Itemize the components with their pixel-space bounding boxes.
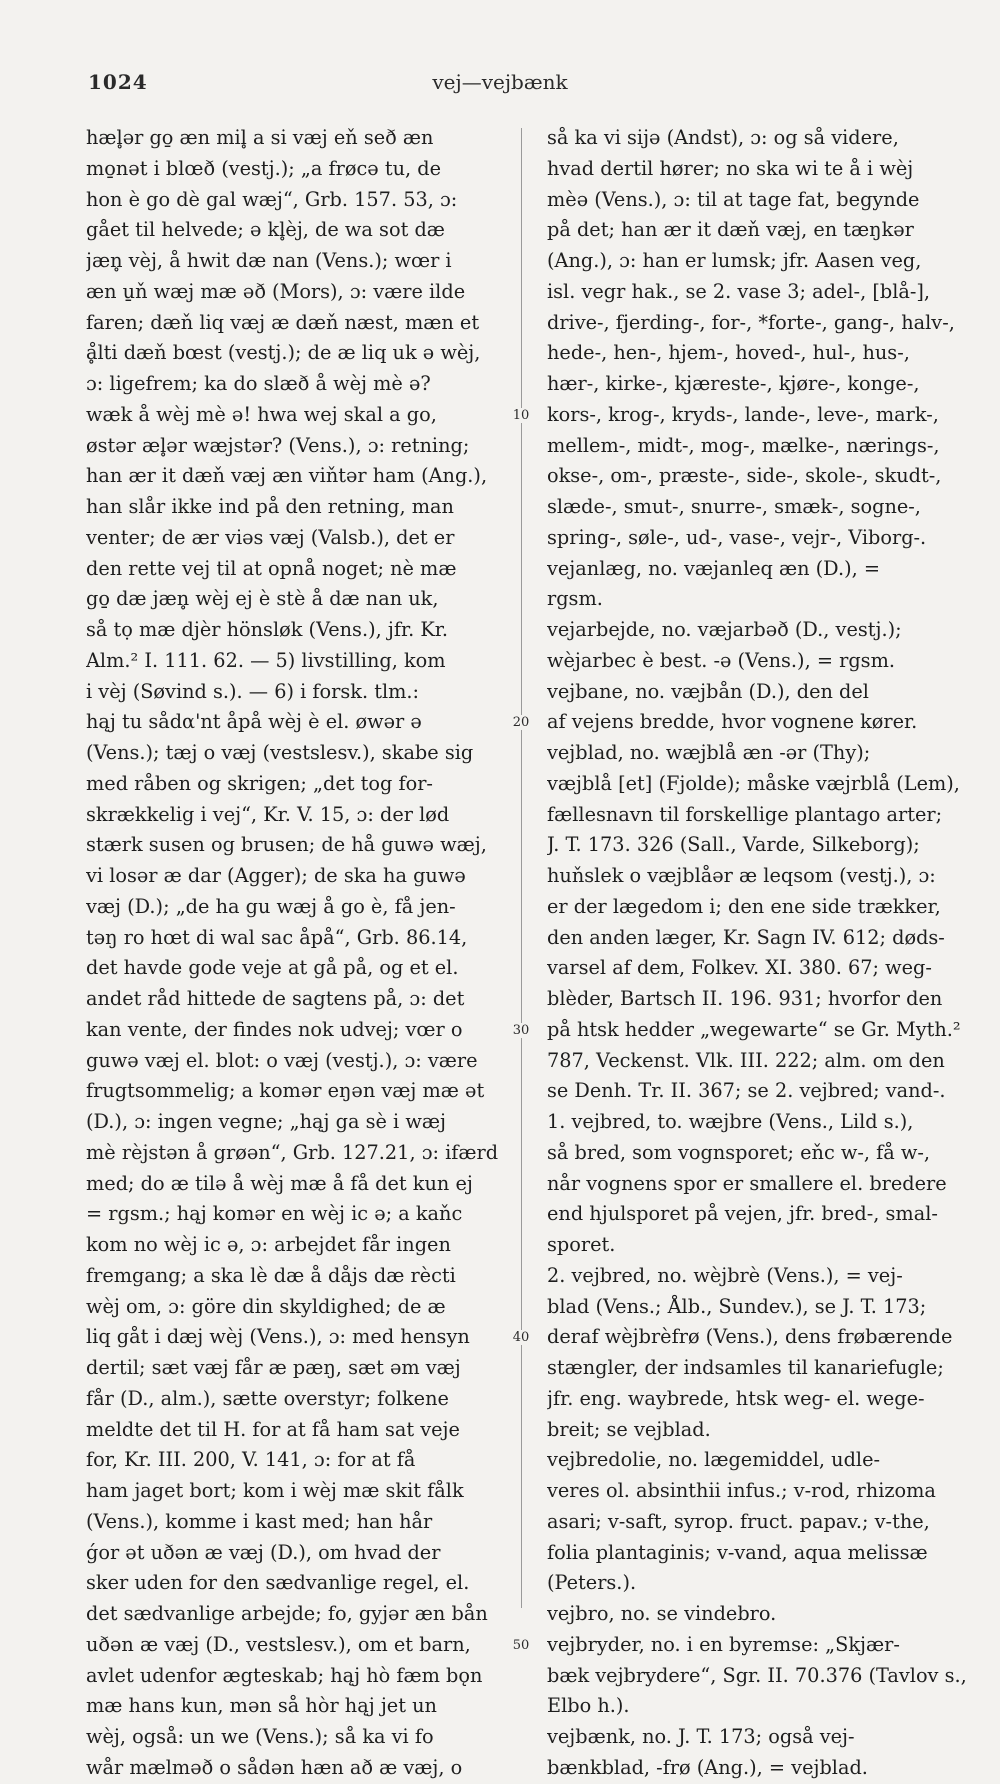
- text-line: ǵor ət uðən æ væj (D.), om hvad der: [86, 1540, 441, 1564]
- text-line: mæ hans kun, mən så hòr hąj jet un: [86, 1694, 437, 1718]
- text-line: = rgsm.; hąj komər en wèj ic ə; a kaňc: [86, 1202, 463, 1226]
- text-line: avlet udenfor ægteskab; hąj hò fæm bǫn: [86, 1663, 483, 1687]
- text-line: venter; de ær viəs væj (Valsb.), det er: [86, 525, 455, 549]
- right-column: [547, 123, 972, 1784]
- text-line: ɔ: ligefrem; ka do slæð å wèj mè ə?: [86, 372, 431, 395]
- text-line: mo̱nət i blœð (vestj.); „a frøcə tu, de: [86, 156, 442, 180]
- text-line: 2. vejbred, no. wèjbrè (Vens.), = vej-: [547, 1263, 903, 1287]
- text-line: breit; se vejblad.: [547, 1417, 711, 1441]
- text-line: (Vens.); tæj o væj (vestslesv.), skabe sig: [86, 741, 474, 764]
- text-line: stærk susen og brusen; de hå guwə wæj,: [86, 833, 487, 857]
- text-line: skrækkelig i vej“, Kr. V. 15, ɔ: der lød: [86, 802, 450, 826]
- left-column: [86, 123, 512, 1784]
- text-line: jæn̥ vèj, å hwit dæ nan (Vens.); wœr i: [86, 249, 452, 272]
- text-line: den rette vej til at opnå noget; nè mæ: [86, 556, 457, 580]
- text-line: Alm.² I. 111. 62. — 5) livstilling, kom: [86, 648, 446, 672]
- text-line: får (D., alm.), sætte overstyr; folkene: [86, 1386, 449, 1410]
- text-line: wèj, også: un we (Vens.); så ka vi fo: [86, 1725, 434, 1748]
- text-line: (D.), ɔ: ingen vegne; „hąj ga sè i wæj: [86, 1110, 446, 1133]
- text-line: wår mælməð o sådən hæn að æ væj, o: [86, 1755, 463, 1779]
- text-line: wèj om, ɔ: göre din skyldighed; de æ: [86, 1294, 446, 1318]
- text-line: det havde gode veje at gå på, og et el.: [86, 956, 459, 980]
- text-line: uðən æ væj (D., vestslesv.), om et barn,: [86, 1632, 471, 1656]
- text-line: wèjarbec è best. -ə (Vens.), = rgsm.: [547, 648, 895, 672]
- text-line: han slår ikke ind på den retning, man: [86, 495, 454, 518]
- text-line: spring-, søle-, ud-, vase-, vejr-, Viborg-.: [547, 525, 927, 549]
- text-line: vejbro, no. se vindebro.: [547, 1602, 777, 1625]
- text-line: liq gåt i dæj wèj (Vens.), ɔ: med hensyn: [86, 1325, 470, 1349]
- text-line: varsel af dem, Folkev. XI. 380. 67; weg-: [547, 956, 932, 980]
- text-line: når vognens spor er smallere el. bredere: [547, 1171, 947, 1195]
- text-line: drive-, fjerding-, for-, *forte-, gang-, halv-,: [547, 310, 955, 334]
- text-line: hon è go dè gal wæj“, Grb. 157. 53, ɔ:: [86, 187, 458, 211]
- text-line: fællesnavn til forskellige plantago arter;: [547, 802, 943, 826]
- text-line: den anden læger, Kr. Sagn IV. 612; døds-: [547, 925, 945, 949]
- text-line: med råben og skrigen; „det tog for-: [86, 771, 433, 795]
- text-line: huňslek o væjblåər æ leqsom (vestj.), ɔ:: [547, 864, 936, 887]
- text-line: wæk å wèj mè ə! hwa wej skal a go,: [86, 402, 437, 426]
- text-line: frugtsommelig; a komər eŋən væj mæ ət: [86, 1079, 485, 1103]
- text-line: vi losər æ dar (Agger); de ska ha guwə: [86, 864, 466, 887]
- page-header: [0, 70, 1000, 100]
- text-line: (Ang.), ɔ: han er lumsk; jfr. Aasen veg,: [547, 249, 922, 272]
- text-line: rgsm.: [547, 587, 603, 611]
- text-line: det sædvanlige arbejde; fo, gyjər æn bån: [86, 1602, 488, 1625]
- text-line: blèder, Bartsch II. 196. 931; hvorfor den: [547, 987, 943, 1010]
- text-line: vejarbejde, no. væjarbəð (D., vestj.);: [547, 618, 902, 641]
- text-line: isl. vegr hak., se 2. vase 3; adel-, [blå-],: [547, 279, 931, 303]
- text-line: J. T. 173. 326 (Sall., Varde, Silkeborg);: [547, 833, 920, 857]
- text-line: gået til helvede; ə kl̥èj, de wa sot dæ: [86, 218, 445, 242]
- text-line: kors-, krog-, kryds-, lande-, leve-, mark-,: [547, 402, 939, 426]
- text-line: deraf wèjbrèfrø (Vens.), dens frøbærende: [547, 1325, 953, 1349]
- line-number: 10: [509, 408, 533, 423]
- text-line: təŋ ro hœt di wal sac åpå“, Grb. 86.14,: [86, 925, 468, 949]
- text-line: mellem-, midt-, mog-, mælke-, nærings-,: [547, 433, 940, 457]
- text-line: er der lægedom i; den ene side trækker,: [547, 894, 941, 918]
- text-line: hąj tu sådα'nt åpå wèj è el. øwər ə: [86, 710, 422, 734]
- line-number: 40: [509, 1330, 533, 1345]
- text-line: på det; han ær it dæň væj, en tæŋkər: [547, 218, 914, 242]
- text-line: hær-, kirke-, kjæreste-, kjøre-, konge-,: [547, 372, 920, 395]
- text-line: stængler, der indsamles til kanariefugle;: [547, 1356, 944, 1379]
- text-line: så ka vi sijə (Andst), ɔ: og så videre,: [547, 126, 899, 149]
- text-line: go̱ dæ jæn̥ wèj ej è stè å dæ nan uk,: [86, 587, 439, 611]
- text-line: ham jaget bort; kom i wèj mæ skit fålk: [86, 1479, 464, 1502]
- text-line: vejbænk, no. J. T. 173; også vej-: [547, 1725, 855, 1748]
- text-line: han ær it dæň væj æn viňtər ham (Ang.),: [86, 464, 488, 488]
- text-line: mè rèjstən å grøən“, Grb. 127.21, ɔ: ifærd: [86, 1140, 499, 1164]
- text-line: æn u̱ň wæj mæ əð (Mors), ɔ: være ilde: [86, 279, 466, 303]
- text-line: (Vens.), komme i kast med; han hår: [86, 1509, 433, 1533]
- line-number: 50: [509, 1638, 533, 1653]
- text-line: folia plantaginis; v-vand, aqua melissæ: [547, 1540, 928, 1564]
- line-number: 30: [509, 1023, 533, 1038]
- text-line: andet råd hittede de sagtens på, ɔ: det: [86, 987, 465, 1010]
- text-line: dertil; sæt væj får æ pæŋ, sæt əm væj: [86, 1356, 461, 1379]
- column-divider: [521, 128, 522, 1608]
- text-line: hæl̥ər go̱ æn mil̥ a si væj eň seð æn: [86, 126, 434, 149]
- text-line: slæde-, smut-, snurre-, smæk-, sogne-,: [547, 495, 921, 518]
- text-line: ḁ̊lti dæň bœst (vestj.); de æ liq uk ə wèj,: [86, 341, 481, 365]
- text-line: væjblå [et] (Fjolde); måske væjrblå (Lem),: [547, 771, 960, 795]
- text-line: af vejens bredde, hvor vognene kører.: [547, 710, 918, 734]
- text-line: asari; v-saft, syrop. fruct. papav.; v-the,: [547, 1509, 930, 1533]
- running-head: vej—vejbænk: [432, 70, 568, 94]
- text-line: sporet.: [547, 1233, 616, 1256]
- text-line: for, Kr. III. 200, V. 141, ɔ: for at få: [86, 1448, 416, 1472]
- text-line: vejblad, no. wæjblå æn -ər (Thy);: [547, 741, 871, 764]
- text-line: hvad dertil hører; no ska wi te å i wèj: [547, 156, 914, 180]
- text-line: kom no wèj ic ə, ɔ: arbejdet får ingen: [86, 1233, 451, 1256]
- text-line: fremgang; a ska lè dæ å dåjs dæ rècti: [86, 1263, 456, 1287]
- text-line: vejanlæg, no. væjanleq æn (D.), =: [547, 556, 881, 580]
- text-line: (Peters.).: [547, 1571, 637, 1595]
- text-line: så bred, som vognsporet; eňc w-, få w-,: [547, 1140, 931, 1164]
- text-line: veres ol. absinthii infus.; v-rod, rhizoma: [547, 1479, 936, 1502]
- text-line: østər æl̥ər wæjstər? (Vens.), ɔ: retning;: [86, 433, 470, 457]
- text-line: hede-, hen-, hjem-, hoved-, hul-, hus-,: [547, 341, 910, 365]
- text-line: 1. vejbred, to. wæjbre (Vens., Lild s.),: [547, 1110, 914, 1133]
- text-line: end hjulsporet på vejen, jfr. bred-, smal-: [547, 1202, 938, 1226]
- text-line: Elbo h.).: [547, 1694, 630, 1718]
- text-line: vejbredolie, no. lægemiddel, udle-: [547, 1448, 881, 1472]
- text-line: okse-, om-, præste-, side-, skole-, skudt-,: [547, 464, 942, 488]
- text-line: bænkblad, -frø (Ang.), = vejblad.: [547, 1755, 868, 1779]
- line-number: 20: [509, 715, 533, 730]
- text-line: jfr. eng. waybrede, htsk weg- el. wege-: [547, 1386, 925, 1410]
- text-line: vejbryder, no. i en byremse: „Skjær-: [547, 1632, 900, 1656]
- text-line: guwə væj el. blot: o væj (vestj.), ɔ: være: [86, 1048, 478, 1072]
- text-line: med; do æ tilə å wèj mæ å få det kun ej: [86, 1171, 473, 1195]
- text-line: på htsk hedder „wegewarte“ se Gr. Myth.²: [547, 1017, 961, 1041]
- text-line: kan vente, der findes nok udvej; vœr o: [86, 1017, 463, 1041]
- text-line: se Denh. Tr. II. 367; se 2. vejbred; vand-.: [547, 1079, 946, 1103]
- text-line: meldte det til H. for at få ham sat veje: [86, 1417, 460, 1441]
- text-line: vejbane, no. væjbån (D.), den del: [547, 679, 869, 703]
- text-line: i vèj (Søvind s.). — 6) i forsk. tlm.:: [86, 679, 420, 703]
- page-number: 1024: [88, 70, 148, 94]
- text-line: 787, Veckenst. Vlk. III. 222; alm. om den: [547, 1048, 945, 1072]
- text-line: mèə (Vens.), ɔ: til at tage fat, begynde: [547, 187, 920, 211]
- text-line: sker uden for den sædvanlige regel, el.: [86, 1571, 470, 1595]
- text-line: faren; dæň liq væj æ dæň næst, mæn et: [86, 310, 480, 334]
- text-line: bæk vejbrydere“, Sgr. II. 70.376 (Tavlov s.,: [547, 1663, 967, 1687]
- text-line: blad (Vens.; Ålb., Sundev.), se J. T. 173;: [547, 1294, 927, 1318]
- text-line: væj (D.); „de ha gu wæj å go è, få jen-: [86, 894, 456, 918]
- text-line: så tọ mæ djèr hönsløk (Vens.), jfr. Kr.: [86, 618, 448, 641]
